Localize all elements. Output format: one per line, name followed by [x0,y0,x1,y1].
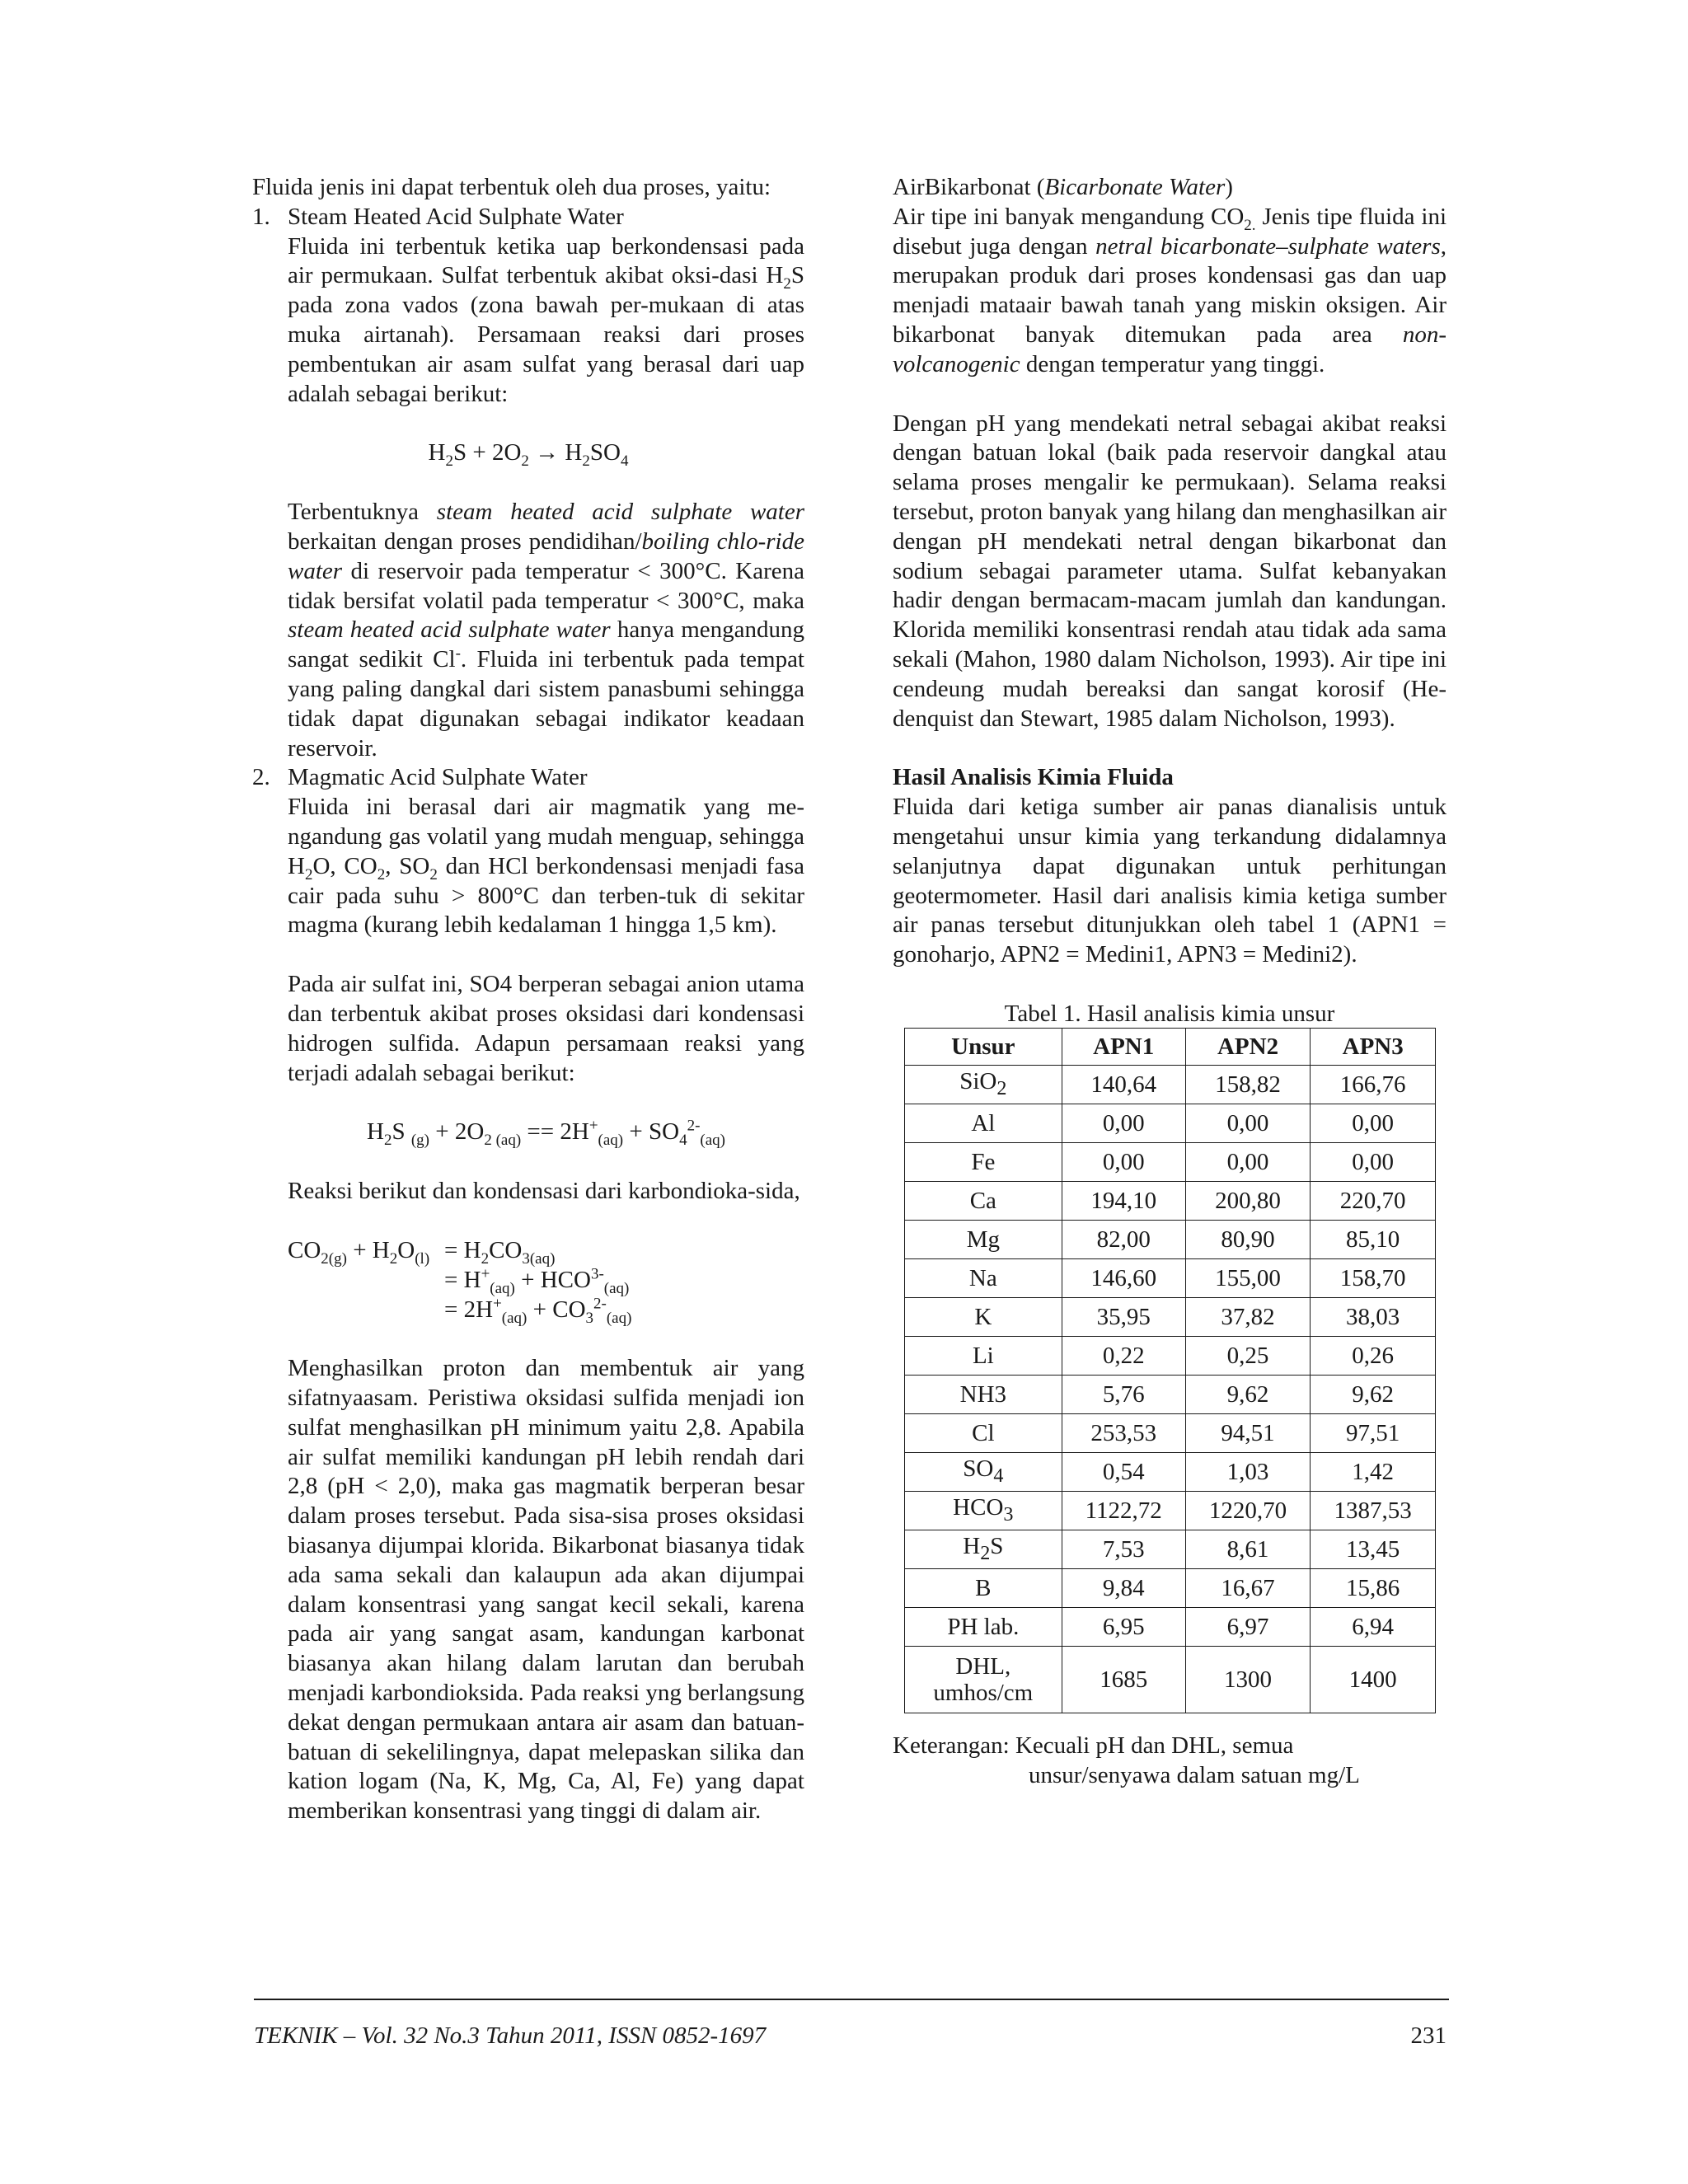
value-cell: 85,10 [1311,1220,1436,1258]
value-cell: 13,45 [1311,1530,1436,1568]
element-cell: SiO$_2$ [905,1065,1062,1104]
table-header-row [905,1028,1436,1065]
value-cell: 1,03 [1185,1452,1311,1491]
note-line-1: Keterangan: Kecuali pH dan DHL, semua [893,1732,1294,1759]
list-item-2-heading [252,763,804,793]
bicarbonate-heading: AirBikarbonat (Bicarbonate Water) [893,174,1233,200]
table-row [905,1491,1436,1530]
value-cell: 97,51 [1311,1413,1436,1452]
analysis-paragraph: Fluida dari ketiga sumber air panas dianalisis untuk mengetahui unsur kimia yang terkandung didalamnya selanjutnya dapat digunakan untuk perhitungan geotermometer. Hasil dari analisis kimia ketiga sumber air panas tersebut ditunjukkan oleh tabel 1 (APN1 = gonoharjo, APN2 = Medini1, APN3 = Medini2). [893,794,1447,968]
value-cell: 16,67 [1185,1568,1311,1607]
table-body [905,1065,1436,1713]
element-cell: $H_2S$ [905,1530,1062,1568]
value-cell: 37,82 [1185,1297,1311,1336]
element-cell: $SO_4$ [905,1452,1062,1491]
value-cell: 1,42 [1311,1452,1436,1491]
equation-2: $H_2S$ $_{(g)} + 2O_{2 (aq)} == 2H^+_{(aq)} + SO_4^{2-}_{(aq)}$ [367,1117,725,1150]
value-cell: 8,61 [1185,1530,1311,1568]
value-cell: 194,10 [1062,1181,1185,1220]
page-number: 231 [1410,2022,1447,2049]
value-cell: 9,84 [1062,1568,1185,1607]
value-cell: 200,80 [1185,1181,1311,1220]
table-header-cell: APN1 [1062,1028,1185,1065]
value-cell: 0,22 [1062,1336,1185,1375]
value-cell: 0,54 [1062,1452,1185,1491]
value-cell: 1685 [1062,1646,1185,1713]
value-cell: 1220,70 [1185,1491,1311,1530]
value-cell: 82,00 [1062,1220,1185,1258]
note-line-2: unsur/senyawa dalam satuan mg/L [1029,1761,1360,1788]
value-cell: 15,86 [1311,1568,1436,1607]
section-heading: Hasil Analisis Kimia Fluida [893,764,1174,791]
element-cell: B [905,1568,1062,1607]
value-cell: 9,62 [1311,1375,1436,1413]
table-row [905,1646,1436,1713]
value-cell: 1400 [1311,1646,1436,1713]
value-cell: 94,51 [1185,1413,1311,1452]
table-row [905,1142,1436,1181]
value-cell: 253,53 [1062,1413,1185,1452]
table-row [905,1607,1436,1646]
value-cell: 166,76 [1311,1065,1436,1104]
element-cell: Mg [905,1220,1062,1258]
table-row [905,1065,1436,1104]
element-cell: Cl [905,1413,1062,1452]
journal-citation: TEKNIK – Vol. 32 No.3 Tahun 2011, ISSN 0852-1697 [254,2022,767,2049]
item2-paragraph-2: Pada air sulfat ini, SO4 berperan sebagai anion utama dan terbentuk akibat proses oksidasi dari kondensasi hidrogen sulfida. Adapun persamaan reaksi yang terjadi adalah sebagai berikut: [288,971,804,1086]
value-cell: 1122,72 [1062,1491,1185,1530]
table-header-cell: APN3 [1311,1028,1436,1065]
value-cell: 80,90 [1185,1220,1311,1258]
table-row [905,1104,1436,1142]
table-row [905,1258,1436,1297]
element-cell: Fe [905,1142,1062,1181]
table-header-cell: Unsur [905,1028,1062,1065]
value-cell: 155,00 [1185,1258,1311,1297]
equation-1: $H_2S + 2O_2 \to H_2SO_4$ [428,439,629,471]
intro-paragraph: Fluida jenis ini dapat terbentuk oleh dua proses, yaitu: [252,174,771,200]
item2-paragraph-3: Reaksi berikut dan kondensasi dari karbondioka-sida, [288,1178,800,1205]
equation-3: $CO_{2(g)} + H_2O_{(l)}$ = $H_2CO_{3(aq)}$ = $H^+_{(aq)} + HCO^{3-}_{(aq)}$ = $2H^+_{(aq)} + CO_3^{2-}_{(aq)}$ [288,1236,632,1327]
table-header-cell: APN2 [1185,1028,1311,1065]
value-cell: 0,00 [1185,1104,1311,1142]
value-cell: 158,70 [1311,1258,1436,1297]
table-row [905,1220,1436,1258]
value-cell: 0,00 [1311,1142,1436,1181]
table-row [905,1375,1436,1413]
table-row [905,1530,1436,1568]
value-cell: 38,03 [1311,1297,1436,1336]
element-cell: K [905,1297,1062,1336]
value-cell: 7,53 [1062,1530,1185,1568]
element-cell: $HCO_3$ [905,1491,1062,1530]
value-cell: 6,97 [1185,1607,1311,1646]
table-note [893,1732,1447,1791]
value-cell: 220,70 [1311,1181,1436,1220]
item1-paragraph-1: Fluida ini terbentuk ketika uap berkondensasi pada air permukaan. Sulfat terbentuk akibat oksi-dasi $H_2S$ pada zona vados (zona bawah per-mukaan di atas muka airtanah). Persamaan reaksi dari proses pembentukan air asam sulfat yang berasal dari uap adalah sebagai berikut: [288,232,804,407]
element-cell: PH lab. [905,1607,1062,1646]
value-cell: 9,62 [1185,1375,1311,1413]
left-column [252,173,804,1826]
element-cell: Ca [905,1181,1062,1220]
value-cell: 6,94 [1311,1607,1436,1646]
value-cell: 0,00 [1185,1142,1311,1181]
item2-paragraph-4: Menghasilkan proton dan membentuk air yang sifatnyaasam. Peristiwa oksidasi sulfida menjadi ion sulfat menghasilkan pH minimum yaitu 2,8. Apabila air sulfat memiliki kandungan pH lebih rendah dari 2,8 (pH < 2,0), maka gas magmatik berperan besar dalam proses tersebut. Pada sisa-sisa proses oksidasi biasanya dijumpai klorida. Bikarbonat biasanya tidak ada sama sekali dan kalaupun ada akan dijumpai dalam konsentrasi yang sangat kecil sekali, karena pada air yang sangat asam, kandungan karbonat biasanya akan hilang dalam larutan dan berubah menjadi karbondioksida. Pada reaksi yng berlangsung dekat dengan permukaan antara air asam dan batuan-batuan di sekelilingnya, dapat melepaskan silika dan kation logam (Na, K, Mg, Ca, Al, Fe) yang dapat memberikan konsentrasi yang tinggi di dalam air. [288,1355,804,1825]
table-row [905,1181,1436,1220]
value-cell: 158,82 [1185,1065,1311,1104]
chemistry-table [904,1028,1436,1713]
value-cell: 0,00 [1062,1142,1185,1181]
table-row [905,1336,1436,1375]
list-number: 2. [252,764,270,791]
value-cell: 140,64 [1062,1065,1185,1104]
table-row [905,1297,1436,1336]
value-cell: 6,95 [1062,1607,1185,1646]
element-cell: NH3 [905,1375,1062,1413]
element-cell: Li [905,1336,1062,1375]
page-footer [254,2022,1447,2050]
list-number: 1. [252,203,270,230]
bicarbonate-paragraph-1: Air tipe ini banyak mengandung $CO_{2.}$ Jenis tipe fluida ini disebut juga dengan netral bicarbonate–sulphate waters, merupakan produk dari proses kondensasi gas dan uap menjadi mataair bawah tanah yang miskin oksigen. Air bikarbonat banyak ditemukan pada area non-volcanogenic dengan temperatur yang tinggi. [893,203,1447,377]
bicarbonate-paragraph-2: Dengan pH yang mendekati netral sebagai akibat reaksi dengan batuan lokal (baik pada reservoir dangkal atau selama proses mengalir ke permukaan). Selama reaksi tersebut, proton banyak yang hilang dan menghasilkan air dengan pH mendekati netral dengan bikarbonat dan sodium sebagai parameter utama. Sulfat kebanyakan hadir dengan bermacam-macam jumlah dan kandungan. Klorida memiliki konsentrasi rendah atau tidak ada sama sekali (Mahon, 1980 dalam Nicholson, 1993). Air tipe ini cendeung mudah bereaksi dan sangat korosif (He-denquist dan Stewart, 1985 dalam Nicholson, 1993). [893,410,1447,732]
table-row [905,1452,1436,1491]
value-cell: 0,00 [1062,1104,1185,1142]
element-cell: Na [905,1258,1062,1297]
value-cell: 1300 [1185,1646,1311,1713]
value-cell: 0,25 [1185,1336,1311,1375]
value-cell: 0,00 [1311,1104,1436,1142]
value-cell: 35,95 [1062,1297,1185,1336]
value-cell: 5,76 [1062,1375,1185,1413]
list-title: Magmatic Acid Sulphate Water [288,764,588,791]
value-cell: 1387,53 [1311,1491,1436,1530]
value-cell: 0,26 [1311,1336,1436,1375]
item2-paragraph-1: Fluida ini berasal dari air magmatik yang me-ngandung gas volatil yang mudah menguap, sehingga $H_2O$, $CO_2$, $SO_2$ dan HCl berkondensasi menjadi fasa cair pada suhu > 800°C dan terben-tuk di sekitar magma (kurang lebih kedalaman 1 hingga 1,5 km). [288,794,804,939]
element-cell: Al [905,1104,1062,1142]
item1-paragraph-2: Terbentuknya steam heated acid sulphate water berkaitan dengan proses pendidihan/boiling chlo-ride water di reservoir pada temperatur < 300°C. Karena tidak bersifat volatil pada temperatur < 300°C, maka steam heated acid sulphate water hanya mengandung sangat sedikit Cl-. Fluida ini terbentuk pada tempat yang paling dangkal dari sistem panasbumi sehingga tidak dapat digunakan sebagai indikator keadaan reservoir. [288,499,805,762]
list-title: Steam Heated Acid Sulphate Water [288,203,624,230]
footer-rule [254,1999,1449,2000]
table-row [905,1413,1436,1452]
table-caption: Tabel 1. Hasil analisis kimia unsur [1004,1000,1335,1027]
right-column [893,173,1447,1791]
element-cell: DHL, umhos/cm [905,1646,1062,1713]
value-cell: 146,60 [1062,1258,1185,1297]
table-row [905,1568,1436,1607]
list-item-1-heading [252,203,804,232]
